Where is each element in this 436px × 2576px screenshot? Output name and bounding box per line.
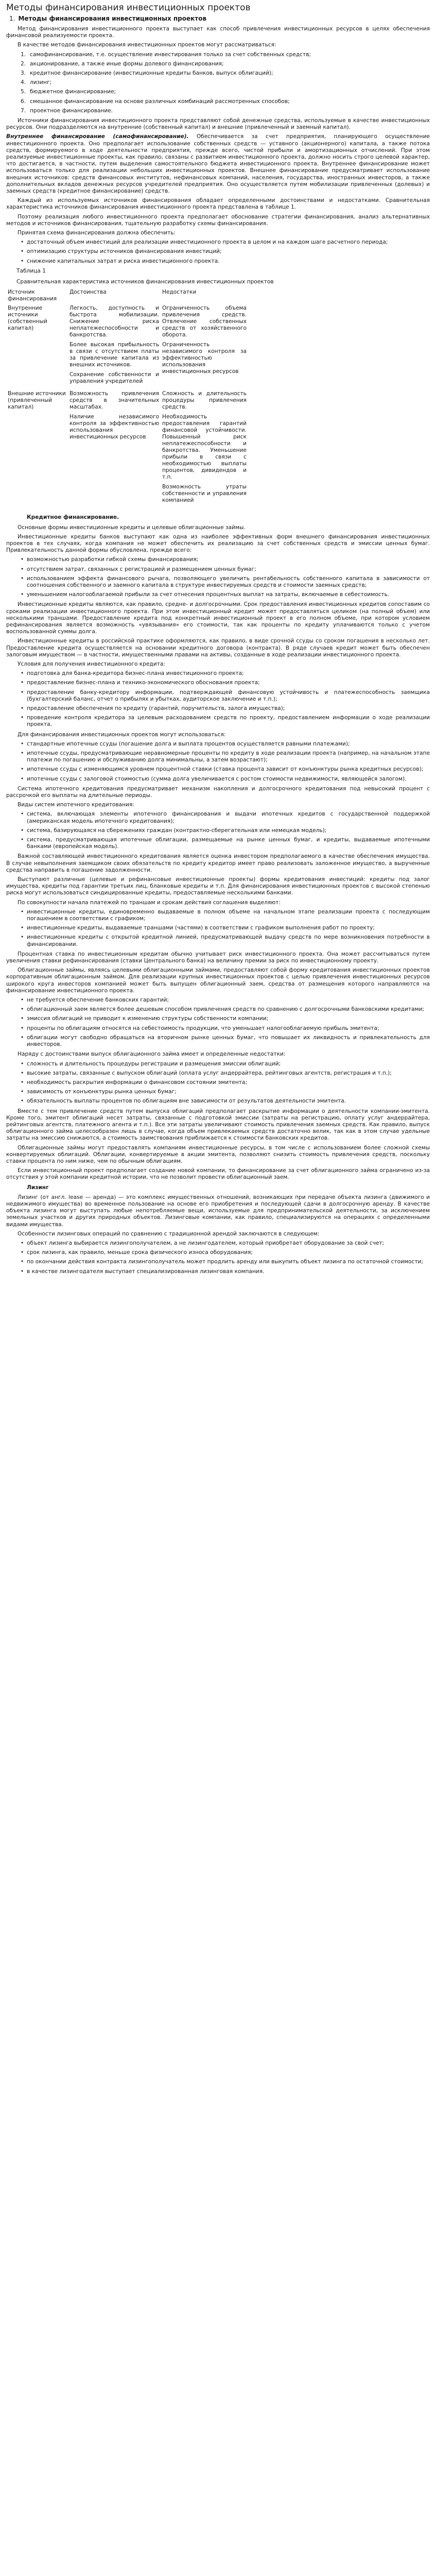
list-item: • не требуется обеспечение банковских гарантий;: [21, 997, 430, 1004]
paragraph: Процентная ставка по инвестиционным кредитам обычно учитывает риск инвестиционного проекта. Она может рассчитываться путем увеличения ставки рефинансирования (ставки Центрального банка) на величину премии за риск по инвестиционному проекту.: [6, 951, 430, 964]
list-item: • ипотечные ссуды, предусматривающие неравномерные проценты по кредиту в ходе реализации проекта (например, на начальном этапе платежи по погашению и обслуживанию долга минимальны, а затем возрастают);: [21, 750, 430, 764]
list-item: 6. смешанное финансирование на основе различных комбинаций рассмотренных способов;: [21, 98, 290, 105]
paragraph: Важной составляющей инвестиционного кредитования является оценка инвестором предполагаемого в качестве обеспечения имущества. В случае невыполнения заемщиком своих обязательств по кредиту кредитор имеет право реализовать заложенное имущество, а вырученные средства направить в погашение задолженности.: [6, 853, 430, 873]
leasing-list: [21, 1240, 430, 1275]
table-cell: Внутренние источники (собственный капитал): [8, 305, 47, 332]
document: [0, 0, 436, 1281]
list-item: • ипотечные ссуды с залоговой стоимостью (сумма долга увеличивается с ростом стоимости недвижимости, являющейся залогом).: [21, 776, 430, 783]
list-item: • использованием эффекта финансового рычага, позволяющего увеличить рентабельность собственного капитала в зависимости от соотношения собственного и заемного капитала в структуре инвестируемых средств и стоимости заемных средств;: [21, 575, 430, 589]
list-item: • сложность и длительность процедуры регистрации и размещения эмиссии облигаций;: [21, 1061, 430, 1067]
list-item: • система, предусматривающая ипотечные облигации, размещаемые на рынке ценных бумаг, и кредиты, выдаваемые ипотечными банками (европейская модель).: [21, 837, 430, 850]
table-header-cell: Недостатки: [162, 289, 197, 296]
table-cell: Сложность и длительность процедуры привлечения средств. Необходимость предоставления гарантий финансовой устойчивости. Повышенный риск неплатежеспособности и банкротства. Уменьшение прибыли в связи с необходимостью выплаты процентов, дивидендов и т.п. Возможность утраты собственности и управления компанией: [162, 391, 247, 504]
paragraph: По совокупности начала платежей по траншам и срокам действия соглашения выделяют:: [18, 899, 281, 906]
paragraph: Инвестиционные кредиты в российской практике оформляются, как правило, в виде срочной ссуды со сроком погашения в несколько лет. Предоставление кредита осуществляется на основании кредитного договора (контракта). В ряде случаев кредит может быть обеспечен залоговым имуществом — в частности, имущественными правами на активы, созданные в ходе реализации инвестиционного проекта.: [6, 638, 430, 658]
list-item: • система, включающая элементы ипотечного финансирования и выдачи ипотечных кредитов с государственной поддержкой (американская модель ипотечного кредитования);: [21, 811, 430, 824]
table-cell: Внешние источники (привлеченный капитал): [8, 391, 66, 411]
section-title: Методы финансирования инвестиционных проектов: [18, 15, 207, 22]
list-item: • возможностью разработки гибкой схемы финансирования;: [21, 556, 430, 563]
list-item: • инвестиционные кредиты, выдаваемые траншами (частями) в соответствии с графиком выполнения работ по проекту;: [21, 925, 430, 931]
credit-advantages-list: [21, 556, 430, 598]
internal-financing-paragraph: Внутреннее финансирование (самофинансирование). Обеспечивается за счет предприятия, планирующего осуществление инвестиционного проекта. Оно предполагает использование собственных средств — уставного (акционерного) капитала, а также потока средств, формируемого в ходе деятельности предприятия, прежде всего, чистой прибыли и амортизационных отчислений. При этом реализуемые инвестиционные проекты, как правило, связаны с развитием инвестиционного проекта, должно носить строго целевой характер, что достигается, в частности, путем выделения самостоятельного бюджета инвестиционного проекта. Внутреннее финансирование может использоваться только для реализации небольших инвестиционных проектов. Внешнее финансирование предусматривает использование внешних источников: средств финансовых институтов, нефинансовых компаний, населения, государства, иностранных инвесторов, а также дополнительных вкладов денежных ресурсов учредителей предприятия. Оно осуществляется путем мобилизации привлеченных (долевых) и заемных средств (кредитное финансирование) средств.: [6, 133, 430, 195]
table-cell: Возможность привлечения средств в значительных масштабах. Наличие независимого контроля за эффективностью использования инвестиционных ресурсов: [69, 391, 159, 440]
paragraph: Лизинг (от англ. lease — аренда) — это комплекс имущественных отношений, возникающих при передаче объекта лизинга (движимого и недвижимого имущества) во временное пользование на основе его приобретения и последующей сдачи в долгосрочную аренду. В качестве объекта лизинга могут выступать любые непотребляемые вещи, используемые для предпринимательской деятельности, за исключением земельных участков и других природных объектов. Лизинговые компании, как правило, специализируются на операциях с определенными видами имущества.: [6, 1194, 430, 1228]
list-item: • срок лизинга, как правило, меньше срока физического износа оборудования;: [21, 1249, 430, 1256]
list-item: • инвестиционные кредиты с открытой кредитной линией, предусматривающей выдачу средств по мере возникновения потребности в финансировании.: [21, 934, 430, 947]
paragraph: Облигационные займы, являясь целевыми облигационными займами, предоставляют собой форму кредитования инвестиционных проектов корпоративным облигационным займом. Для реализации крупных инвестиционных проектов с целью привлечения инвестиционных ресурсов широкого круга инвесторов компанией может быть выпущен облигационный заем, средства от размещения которого направляются на финансирование инвестиционного проекта.: [6, 967, 430, 994]
paragraph: Вместе с тем привлечение средств путем выпуска облигаций предполагает раскрытие информации о деятельности компании-эмитента. Кроме того, эмитент облигаций несет затраты, связанные с подготовкой эмиссии (затраты на регистрацию, оплату услуг андеррайтера, рейтинговых агентств, платежного агента и т.п.). Все эти затраты увеличивают стоимость привлечения заемных средств. Как правило, выпуск облигационного займа целесообразен лишь в случае, когда объем привлекаемых средств достаточно велик, так как в этом случае удельные затраты на эмиссию снижаются, а стоимость заимствования приближается к стоимости банковских кредитов.: [6, 1108, 430, 1142]
credit-types-list: [21, 811, 430, 850]
list-item: • объект лизинга выбирается лизингополучателем, а не лизингодателем, который приобретает оборудование за свой счет;: [21, 1240, 430, 1247]
table-row: [6, 304, 248, 390]
table-row: [6, 390, 248, 509]
paragraph: Инвестиционные кредиты являются, как правило, средне- и долгосрочными. Срок предоставления инвестиционных кредитов сопоставим со сроками реализации инвестиционного проекта. При этом инвестиционный кредит может предоставляться целиком (на полный объем) или несколькими траншами. Предоставление кредита под конкретный инвестиционный проект в его полном объеме, при котором условием рефинансирования является возможность «увязывания» его стоимости, так как проценты по кредиту уплачиваются только с учетом воспользованной суммы долга.: [6, 601, 430, 635]
list-item: • ипотечные ссуды с изменяющимся уровнем процентной ставки (ставка процента зависит от конъюнктуры рынка кредитных ресурсов);: [21, 766, 430, 773]
paragraph: Основные формы инвестиционные кредиты и целевые облигационные займы.: [18, 524, 246, 531]
list-item: • облигации могут свободно обращаться на вторичном рынке ценных бумаг, что повышает их ликвидность и привлекательность для инвесторов.: [21, 1035, 430, 1048]
leasing-heading: Лизинг: [27, 1184, 49, 1191]
table-caption: Таблица 1: [16, 267, 46, 274]
list-item: 3. кредитное финансирование (инвестиционные кредиты банков, выпуск облигаций);: [21, 70, 273, 77]
table-header-row: [6, 289, 248, 304]
comparison-table: [6, 289, 248, 509]
bonds-advantages-list: [21, 997, 430, 1048]
credit-tranche-list: [21, 909, 430, 948]
paragraph: Каждый из используемых источников финансирования обладает определенными достоинствами и недостатками. Сравнительная характеристика источников финансирования инвестиционного проекта представлена в таблице 1.: [6, 197, 430, 211]
intro-paragraph: Метод финансирования инвестиционного проекта выступает как способ привлечения инвестиционных ресурсов в целях обеспечения финансовой реализуемости проекта.: [6, 26, 430, 39]
list-item: • предоставление банку-кредитору информации, подтверждающей финансовую устойчивость и платежеспособность заемщика (бухгалтерский баланс, отчет о прибылях и убытках, аудиторское заключение и т.п.);: [21, 689, 430, 703]
list-item: • достаточный объем инвестиций для реализации инвестиционного проекта в целом и на каждом шаге расчетного периода;: [21, 239, 430, 246]
paragraph: Облигационные займы могут предоставлять компаниям инвестиционные ресурсы, в том числе с использованием более сложной схемы конвертируемых облигаций. Облигации, конвертируемые в акции эмитента, позволяют снизить стоимость привлечения средств, поскольку ставки процента по ним ниже, чем по обычным облигациям.: [6, 1144, 430, 1164]
paragraph: Особенности лизинговых операций по сравнению с традиционной арендой заключаются в следующем:: [18, 1230, 320, 1237]
sources-paragraph: Источники финансирования инвестиционного проекта представляют собой денежные средства, используемые в качестве инвестиционных ресурсов. Они подразделяются на внутренние (собственный капитал) и внешние (привлеченный и заемный капитал).: [6, 117, 430, 131]
paragraph: Для финансирования инвестиционных проектов могут использоваться:: [18, 731, 226, 738]
list-item: • необходимость раскрытия информации о финансовом состоянии эмитента;: [21, 1079, 430, 1086]
list-item: • в качестве лизингодателя выступает специализированная лизинговая компания.: [21, 1268, 430, 1275]
list-item: 5. бюджетное финансирование;: [21, 89, 116, 95]
list-item: • уменьшением налогооблагаемой прибыли за счет отнесения процентных выплат на затраты, включаемые в себестоимость.: [21, 591, 430, 598]
list-item: 4. лизинг;: [21, 79, 52, 86]
table-header-cell: Достоинства: [69, 289, 107, 296]
list-item: • система, базирующаяся на сбережениях граждан (контрактно-сберегательная или немецкая модель);: [21, 827, 430, 834]
methods-list: [21, 52, 430, 114]
document-title: Методы финансирования инвестиционных проектов: [6, 3, 251, 13]
list-item: 2. акционирование, а также иные формы долевого финансирования;: [21, 60, 224, 67]
paragraph: Принятая схема финансирования должна обеспечить:: [18, 230, 176, 236]
list-item: • эмиссия облигаций не приводит к изменению структуры собственности компании;: [21, 1015, 430, 1022]
paragraph: Поэтому реализация любого инвестиционного проекта предполагает обоснование стратегии финансирования, анализ альтернативных методов и источников финансирования, тщательную разработку схемы финансирования.: [6, 213, 430, 227]
list-item: • по окончании действия контракта лизингополучатель может продлить аренду или выкупить объект лизинга по остаточной стоимости;: [21, 1259, 430, 1265]
list-item: • облигационный заем является более дешевым способом привлечения средств по сравнению с долгосрочными банковскими кредитами;: [21, 1006, 430, 1013]
table-title: Сравнительная характеристика источников финансирования инвестиционных проектов: [16, 279, 274, 285]
list-item: • зависимость от конъюнктуры рынка ценных бумаг;: [21, 1089, 430, 1095]
credit-heading: Кредитное финансирование.: [27, 514, 119, 521]
paragraph: Выступают различные (целевые и рефинансовые инвестиционные проекты) формы кредитования инвестиций: кредиты под залог имущества, кредиты под гарантии третьих лиц, бланковые кредиты и т.п. Для финансирования инвестиционных проектов с высокой степенью риска могут использоваться синдицированные кредиты, предоставляемые несколькими банками.: [6, 876, 430, 896]
list-item: • оптимизацию структуры источников финансирования инвестиций;: [21, 248, 430, 255]
section-heading: [9, 14, 430, 23]
list-item: 1. самофинансирование, т.е. осуществление инвестирования только за счет собственных средств;: [21, 51, 311, 58]
table-cell: Легкость, доступность и быстрота мобилизации. Снижение риска неплатежеспособности и банкротства. Более высокая прибыльность в связи с отсутствием платы за привлечение капитала из внешних источников. Сохранение собственности и управления учредителей: [69, 305, 159, 385]
credit-conditions-list: [21, 670, 430, 728]
paragraph: Условия для получения инвестиционного кредита:: [18, 660, 165, 667]
paragraph: Система ипотечного кредитования предусматривает механизм накопления и долгосрочного кредитования под невысокий процент с рассрочкой его выплаты на длительные периоды.: [6, 785, 430, 799]
list-item: • проведение контроля кредитора за целевым расходованием средств по проекту, предоставлением информации о ходе реализации проекта.: [21, 715, 430, 728]
paragraph: Инвестиционные кредиты банков выступают как одна из наиболее эффективных форм внешнего финансирования инвестиционных проектов в тех случаях, когда компания не может обеспечить их реализацию за счет собственных средств и эмиссии ценных бумаг. Привлекательность данной формы обусловлена, прежде всего:: [6, 533, 430, 554]
paragraph: Наряду с достоинствами выпуск облигационного займа имеет и определенные недостатки:: [18, 1051, 286, 1058]
credit-usable-list: [21, 741, 430, 783]
list-item: • проценты по облигациям относятся на себестоимость продукции, что уменьшает налогооблагаемую прибыль эмитента;: [21, 1025, 430, 1032]
paragraph: Виды систем ипотечного кредитования:: [18, 802, 134, 808]
section-number: 1.: [9, 15, 15, 22]
list-item: 7. проектное финансирование.: [21, 107, 113, 114]
paragraph: Если инвестиционный проект предполагает создание новой компании, то финансирование за счет облигационного займа ограничено из-за отсутствия у этой компании кредитной истории, что не позволит провести облигационный заем.: [6, 1167, 430, 1181]
list-item: • отсутствием затрат, связанных с регистрацией и размещением ценных бумаг;: [21, 566, 430, 573]
intro-paragraph: В качестве методов финансирования инвестиционных проектов могут рассматриваться:: [18, 42, 276, 48]
list-item: • стандартные ипотечные ссуды (погашение долга и выплата процентов осуществляется равными платежами);: [21, 741, 430, 748]
list-item: • подготовка для банка-кредитора бизнес-плана инвестиционного проекта;: [21, 670, 430, 677]
scheme-list: [21, 239, 430, 265]
list-item: • предоставление обеспечения по кредиту (гарантий, поручительств, залога имущества);: [21, 705, 430, 712]
list-item: • предоставление бизнес-плана и технико-экономического обоснования проекта;: [21, 680, 430, 686]
list-item: • инвестиционные кредиты, единовременно выдаваемые в полном объеме на начальном этапе реализации проекта с последующим погашением в соответствии с графиком;: [21, 909, 430, 922]
list-item: • снижение капитальных затрат и риска инвестиционного проекта.: [21, 258, 430, 265]
table-header-cell: Источник финансирования: [8, 289, 57, 302]
list-item: • высокие затраты, связанные с выпуском облигаций (оплата услуг андеррайтера, рейтинговых агентств, регистрация и т.п.);: [21, 1070, 430, 1077]
table-cell: Ограниченность объема привлечения средств. Отвлечение собственных средств от хозяйственного оборота. Ограниченность независимого контроля за эффективностью использования инвестиционных ресурсов: [162, 305, 247, 375]
list-item: • обязательность выплаты процентов по облигациям вне зависимости от результатов деятельности эмитента.: [21, 1098, 430, 1105]
bonds-disadvantages-list: [21, 1061, 430, 1105]
